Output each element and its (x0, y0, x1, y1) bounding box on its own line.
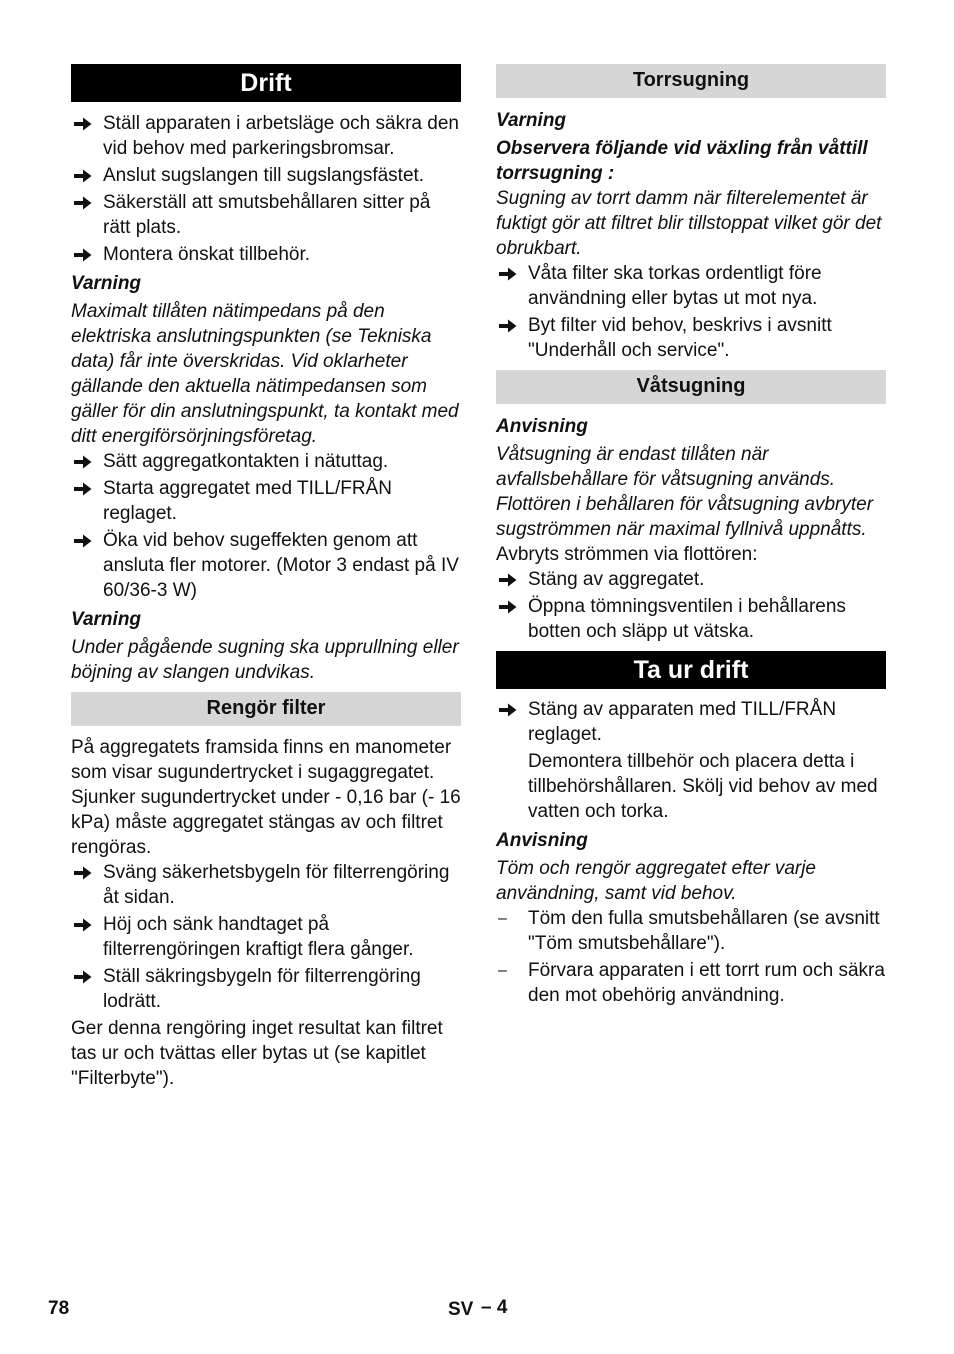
note-title: Anvisning (496, 830, 588, 851)
list-item (71, 111, 461, 161)
page-number: 78 (48, 1298, 70, 1319)
list-item-text: Stäng av aggregatet. (528, 569, 705, 590)
torr-steps (496, 261, 886, 363)
filter-steps (71, 860, 461, 1014)
list-item (71, 242, 461, 267)
list-item (496, 313, 886, 363)
dash-icon: – (498, 910, 507, 927)
list-item (496, 594, 886, 644)
section-title-vatsugning: Våtsugning (496, 370, 886, 404)
language-code: SV (448, 1299, 474, 1320)
list-item-text: Ställ apparaten i arbetsläge och säkra den vid behov med parkeringsbromsar. (103, 113, 459, 159)
section-title-drift: Drift (71, 64, 461, 102)
list-item-text: Byt filter vid behov, beskrivs i avsnitt "Underhåll och service". (528, 315, 832, 361)
arrow-right-icon (74, 248, 92, 262)
list-item (71, 476, 461, 526)
warning-title: Varning (496, 110, 567, 131)
list-item-text: Starta aggregatet med TILL/FRÅN reglaget. (103, 478, 393, 524)
note-body: Flottören i behållaren för våtsugning avbryter sugströmmen när maximal fyllnivå uppnåtts. (496, 494, 874, 540)
list-item-text: Sväng säkerhetsbygeln för filterrengöring åt sidan. (103, 862, 450, 908)
list-item-text: Stäng av apparaten med TILL/FRÅN reglaget. (528, 699, 837, 745)
arrow-right-icon (74, 534, 92, 548)
arrow-right-icon (74, 455, 92, 469)
section-page-number: – 4 (481, 1297, 508, 1318)
arrow-right-icon (74, 117, 92, 131)
warning-body: Under pågående sugning ska upprullning eller böjning av slangen undvikas. (71, 637, 459, 683)
note-title: Anvisning (496, 416, 588, 437)
section-title-torrsugning: Torrsugning (496, 64, 886, 98)
tur-steps (496, 697, 886, 747)
list-item-text: Montera önskat tillbehör. (103, 244, 311, 265)
list-item (71, 964, 461, 1014)
filter-outro: Ger denna rengöring inget resultat kan filtret tas ur och tvättas eller bytas ut (se kapitlet "Filterbyte"). (71, 1018, 443, 1089)
list-item-text: Våta filter ska torkas ordentligt före användning eller bytas ut mot nya. (528, 263, 822, 309)
list-item-text: Töm den fulla smutsbehållaren (se avsnitt "Töm smutsbehållare"). (528, 908, 880, 954)
left-column (71, 64, 461, 1091)
list-item (71, 912, 461, 962)
tur-text: Demontera tillbehör och placera detta i tillbehörshållaren. Skölj vid behov av med vatten och torka. (528, 751, 878, 822)
arrow-right-icon (499, 267, 517, 281)
list-item-text: Ställ säkringsbygeln för filterrengöring lodrätt. (103, 966, 421, 1012)
arrow-right-icon (74, 169, 92, 183)
right-column (496, 64, 886, 1010)
list-item-text: Sätt aggregatkontakten i nätuttag. (103, 451, 389, 472)
list-item (496, 958, 886, 1008)
drift-steps-2 (71, 449, 461, 603)
warning-title: Varning (71, 273, 142, 294)
list-item (71, 163, 461, 188)
arrow-right-icon (499, 600, 517, 614)
drift-steps (71, 111, 461, 267)
arrow-right-icon (499, 319, 517, 333)
list-item (496, 261, 886, 311)
list-item-text: Höj och sänk handtaget på filterrengöringen kraftigt flera gånger. (103, 914, 414, 960)
arrow-right-icon (74, 866, 92, 880)
list-item-text: Anslut sugslangen till sugslangsfästet. (103, 165, 425, 186)
list-item (496, 906, 886, 956)
arrow-right-icon (74, 970, 92, 984)
warning-body: Maximalt tillåten nätimpedans på den elektriska anslutningspunkten (se Tekniska data) får inte överskridas. Vid oklarheter gällande den aktuella nätimpedansen som gäller för din anslutningspunkt, ta kontakt med ditt energiförsörjningsföretag. (71, 301, 459, 447)
list-item (71, 860, 461, 910)
list-item (71, 528, 461, 603)
note-body: Våtsugning är endast tillåten när avfallsbehållare för våtsugning används. (496, 444, 836, 490)
note-body: Töm och rengör aggregatet efter varje användning, samt vid behov. (496, 858, 817, 904)
list-item (496, 697, 886, 747)
warning-body: Sugning av torrt damm när filterelementet är fuktigt gör att filtret blir tillstoppat vilket gör det obrukbart. (496, 188, 882, 259)
arrow-right-icon (499, 703, 517, 717)
warning-lead: Observera följande vid växling från våttill torrsugning : (496, 138, 868, 184)
vat-text: Avbryts strömmen via flottören: (496, 544, 758, 565)
list-item-text: Förvara apparaten i ett torrt rum och säkra den mot obehörig användning. (528, 960, 885, 1006)
arrow-right-icon (74, 196, 92, 210)
arrow-right-icon (74, 482, 92, 496)
warning-title: Varning (71, 609, 142, 630)
arrow-right-icon (74, 918, 92, 932)
list-item-text: Öka vid behov sugeffekten genom att ansluta fler motorer. (Motor 3 endast på IV 60/36-3 W) (103, 530, 459, 601)
filter-intro: På aggregatets framsida finns en manometer som visar sugundertrycket i sugaggregatet. Sjunker sugundertrycket under - 0,16 bar (- 16 kPa) måste aggregatet stängas av och filtret rengöras. (71, 737, 461, 858)
vat-steps (496, 567, 886, 644)
section-title-ta-ur-drift: Ta ur drift (496, 651, 886, 689)
tur-dash-items (496, 906, 886, 1008)
list-item (496, 567, 886, 592)
list-item-text: Öppna tömningsventilen i behållarens botten och släpp ut vätska. (528, 596, 846, 642)
list-item (71, 190, 461, 240)
dash-icon: – (498, 962, 507, 979)
list-item-text: Säkerställ att smutsbehållaren sitter på rätt plats. (103, 192, 431, 238)
list-item (71, 449, 461, 474)
arrow-right-icon (499, 573, 517, 587)
section-title-rengor-filter: Rengör filter (71, 692, 461, 726)
